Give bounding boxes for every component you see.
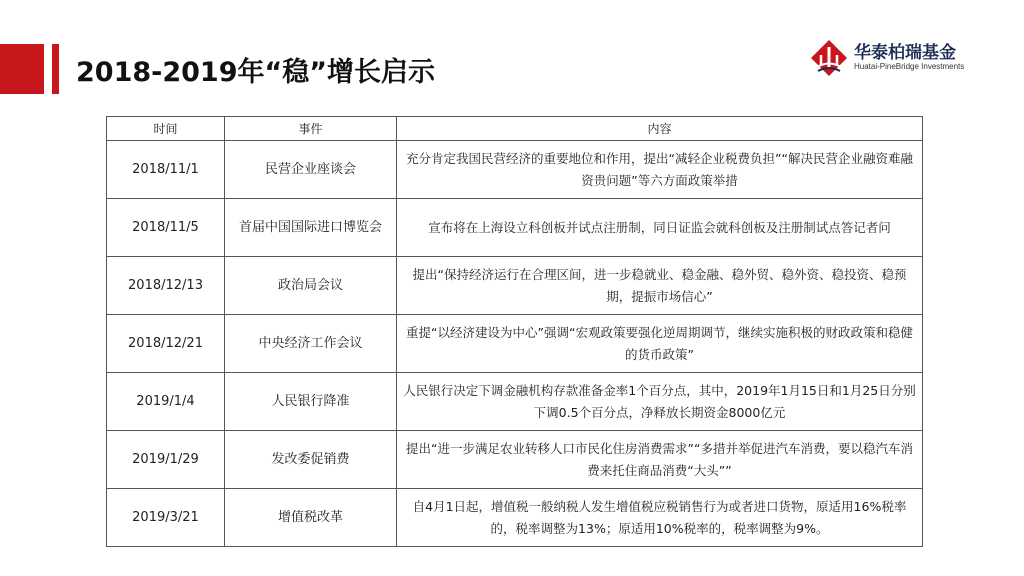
title-accent-stripe (52, 44, 59, 94)
header-time: 时间 (107, 117, 225, 141)
logo-name-cn: 华泰柏瑞基金 (854, 43, 956, 63)
logo-name-en: Huatai-PineBridge Investments (854, 62, 965, 71)
row-event: 民营企业座谈会 (225, 141, 397, 199)
events-table (106, 116, 923, 547)
row-time: 2018/12/21 (107, 315, 225, 373)
row-content: 提出“保持经济运行在合理区间，进一步稳就业、稳金融、稳外贸、稳外资、稳投资、稳预期，提振市场信心” (397, 257, 923, 315)
table-row (107, 431, 923, 489)
slide-title: 2018-2019年“稳”增长启示 (76, 57, 435, 88)
row-content: 充分肯定我国民营经济的重要地位和作用，提出“减轻企业税费负担”“解决民营企业融资难融资贵问题”等六方面政策举措 (397, 141, 923, 199)
row-event: 政治局会议 (225, 257, 397, 315)
header-event: 事件 (225, 117, 397, 141)
table-row (107, 141, 923, 199)
title-accent-bar (0, 44, 44, 94)
table-row (107, 315, 923, 373)
row-content: 宣布将在上海设立科创板并试点注册制，同日证监会就科创板及注册制试点答记者问 (397, 199, 923, 257)
table-row (107, 373, 923, 431)
row-time: 2019/1/4 (107, 373, 225, 431)
company-logo (808, 38, 988, 82)
row-content: 自4月1日起，增值税一般纳税人发生增值税应税销售行为或者进口货物，原适用16%税率的，税率调整为13%；原适用10%税率的，税率调整为9%。 (397, 489, 923, 547)
table-header-row (107, 117, 923, 141)
huatai-pinebridge-logo-icon (808, 38, 850, 78)
row-content: 提出“进一步满足农业转移人口市民化住房消费需求”“多措并举促进汽车消费，要以稳汽车消费来托住商品消费“大头”” (397, 431, 923, 489)
row-event: 首届中国国际进口博览会 (225, 199, 397, 257)
table-row (107, 199, 923, 257)
row-event: 中央经济工作会议 (225, 315, 397, 373)
table-row (107, 489, 923, 547)
row-content: 人民银行决定下调金融机构存款准备金率1个百分点，其中，2019年1月15日和1月25日分别下调0.5个百分点，净释放长期资金8000亿元 (397, 373, 923, 431)
row-time: 2019/3/21 (107, 489, 225, 547)
row-time: 2019/1/29 (107, 431, 225, 489)
row-time: 2018/12/13 (107, 257, 225, 315)
row-time: 2018/11/5 (107, 199, 225, 257)
row-event: 增值税改革 (225, 489, 397, 547)
row-content: 重提“以经济建设为中心”强调“宏观政策要强化逆周期调节，继续实施积极的财政政策和稳健的货币政策” (397, 315, 923, 373)
row-time: 2018/11/1 (107, 141, 225, 199)
row-event: 发改委促销费 (225, 431, 397, 489)
table-row (107, 257, 923, 315)
row-event: 人民银行降准 (225, 373, 397, 431)
header-content: 内容 (397, 117, 923, 141)
